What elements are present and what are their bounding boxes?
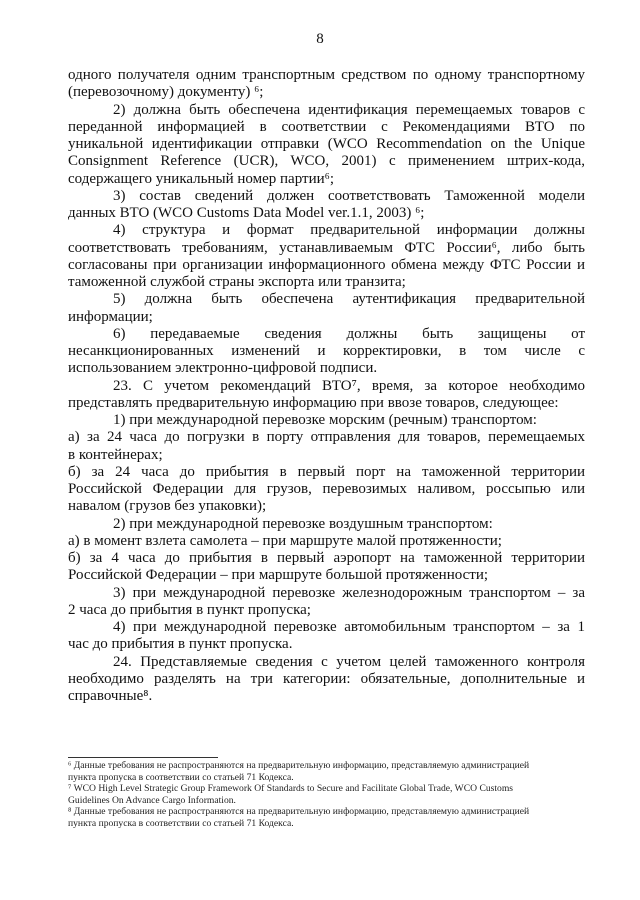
text-line: Российской Федерации для грузов, перевозимых наливом, россыпью или	[68, 481, 585, 497]
text-line: согласованы при организации информационного обмена между ФТС России и	[68, 256, 585, 273]
footnote-line: пункта пропуска в соответствии со статьей 71 Кодекса.	[68, 817, 294, 829]
footnote-line: ⁶ Данные требования не распространяются на предварительную информацию, представляемую администрацией	[68, 760, 530, 771]
text-line: 2) должна быть обеспечена идентификация перемещаемых товаров с	[113, 101, 585, 118]
text-line: (перевозочному) документу) ⁶;	[68, 84, 264, 101]
text-line: соответствовать требованиям, устанавливаемым ФТС России⁶, либо быть	[68, 239, 585, 256]
text-line: таможенной службой страны экспорта или транзита;	[68, 274, 406, 290]
footnote	[68, 760, 588, 783]
footnote	[68, 806, 588, 829]
text-line: справочные⁸.	[68, 688, 153, 704]
text-line: 3) состав сведений должен соответствовать Таможенной модели	[113, 187, 585, 204]
paragraph	[68, 550, 585, 585]
paragraph	[68, 222, 585, 291]
text-line: 24. Представляемые сведения с учетом целей таможенного контроля	[113, 653, 585, 670]
text-line: 3) при международной перевозке железнодорожным транспортом – за	[113, 584, 585, 601]
text-line: в контейнерах;	[68, 446, 163, 463]
paragraph	[68, 429, 585, 464]
paragraph	[68, 378, 585, 413]
text-line: Российской Федерации – при маршруте большой протяженности;	[68, 567, 489, 584]
footnote-separator	[68, 757, 218, 758]
paragraph	[68, 619, 585, 654]
paragraph	[68, 188, 585, 223]
paragraph	[68, 102, 585, 188]
text-line: данных ВТО (WCO Customs Data Model ver.1.1, 2003) ⁶;	[68, 205, 425, 221]
paragraph	[68, 654, 585, 706]
text-line: представлять предварительную информацию при ввозе товаров, следующее:	[68, 394, 559, 411]
paragraph	[68, 516, 585, 533]
paragraph	[68, 412, 585, 429]
page-number: 8	[316, 31, 324, 47]
text-line: навалом (грузов без упаковки);	[68, 498, 267, 515]
paragraph	[68, 291, 585, 326]
text-line: переданной информацией в соответствии с Рекомендациями ВТО по	[68, 118, 585, 135]
paragraph	[68, 67, 585, 102]
text-line: 4) при международной перевозке автомобильным транспортом – за 1	[113, 619, 585, 635]
footnotes	[68, 760, 588, 830]
text-line: уникальной идентификации отправки (WCO Recommendation on the Unique	[68, 136, 585, 152]
footnote-line: ⁷ WCO High Level Strategic Group Framework Of Standards to Secure and Facilitate Global Trade, WCO Customs	[68, 783, 514, 795]
text-line: 5) должна быть обеспечена аутентификация предварительной	[113, 291, 585, 308]
text-line: б) за 24 часа до прибытия в первый порт на таможенной территории	[68, 463, 585, 480]
text-line: 2) при международной перевозке воздушным транспортом:	[113, 515, 493, 532]
paragraph	[68, 464, 585, 516]
paragraph	[68, 533, 585, 550]
text-line: 6) передаваемые сведения должны быть защищены от	[113, 325, 585, 342]
footnote	[68, 783, 588, 806]
text-line: несанкционированных изменений и корректировки, в том числе с	[68, 343, 585, 359]
text-line: необходимо разделять на три категории: обязательные, дополнительные и	[68, 670, 585, 687]
text-line: 1) при международной перевозке морским (речным) транспортом:	[113, 412, 537, 428]
text-line: а) в момент взлета самолета – при маршруте малой протяженности;	[68, 532, 502, 549]
paragraph	[68, 326, 585, 378]
text-line: Consignment Reference (UCR), WCO, 2001) с применением штрих-кода,	[68, 153, 585, 170]
text-line: 4) структура и формат предварительной информации должны	[113, 222, 585, 239]
footnote-line: пункта пропуска в соответствии со статьей 71 Кодекса.	[68, 771, 294, 783]
text-line: содержащего уникальный номер партии⁶;	[68, 170, 335, 187]
text-line: одного получателя одним транспортным средством по одному транспортному	[68, 67, 585, 83]
text-line: 2 часа до прибытия в пункт пропуска;	[68, 601, 311, 618]
paragraph	[68, 585, 585, 620]
footnote-line: ⁸ Данные требования не распространяются на предварительную информацию, представляемую администрацией	[68, 806, 530, 818]
text-line: б) за 4 часа до прибытия в первый аэропорт на таможенной территории	[68, 550, 585, 566]
text-line: 23. С учетом рекомендаций ВТО⁷, время, за которое необходимо	[113, 377, 585, 394]
document-body	[68, 67, 585, 705]
text-line: информации;	[68, 308, 153, 325]
text-line: а) за 24 часа до погрузки в порту отправления для товаров, перемещаемых	[68, 429, 585, 446]
text-line: час до прибытия в пункт пропуска.	[68, 636, 293, 653]
text-line: использованием электронно-цифровой подписи.	[68, 360, 378, 377]
footnote-line: Guidelines On Advance Cargo Information.	[68, 794, 236, 806]
